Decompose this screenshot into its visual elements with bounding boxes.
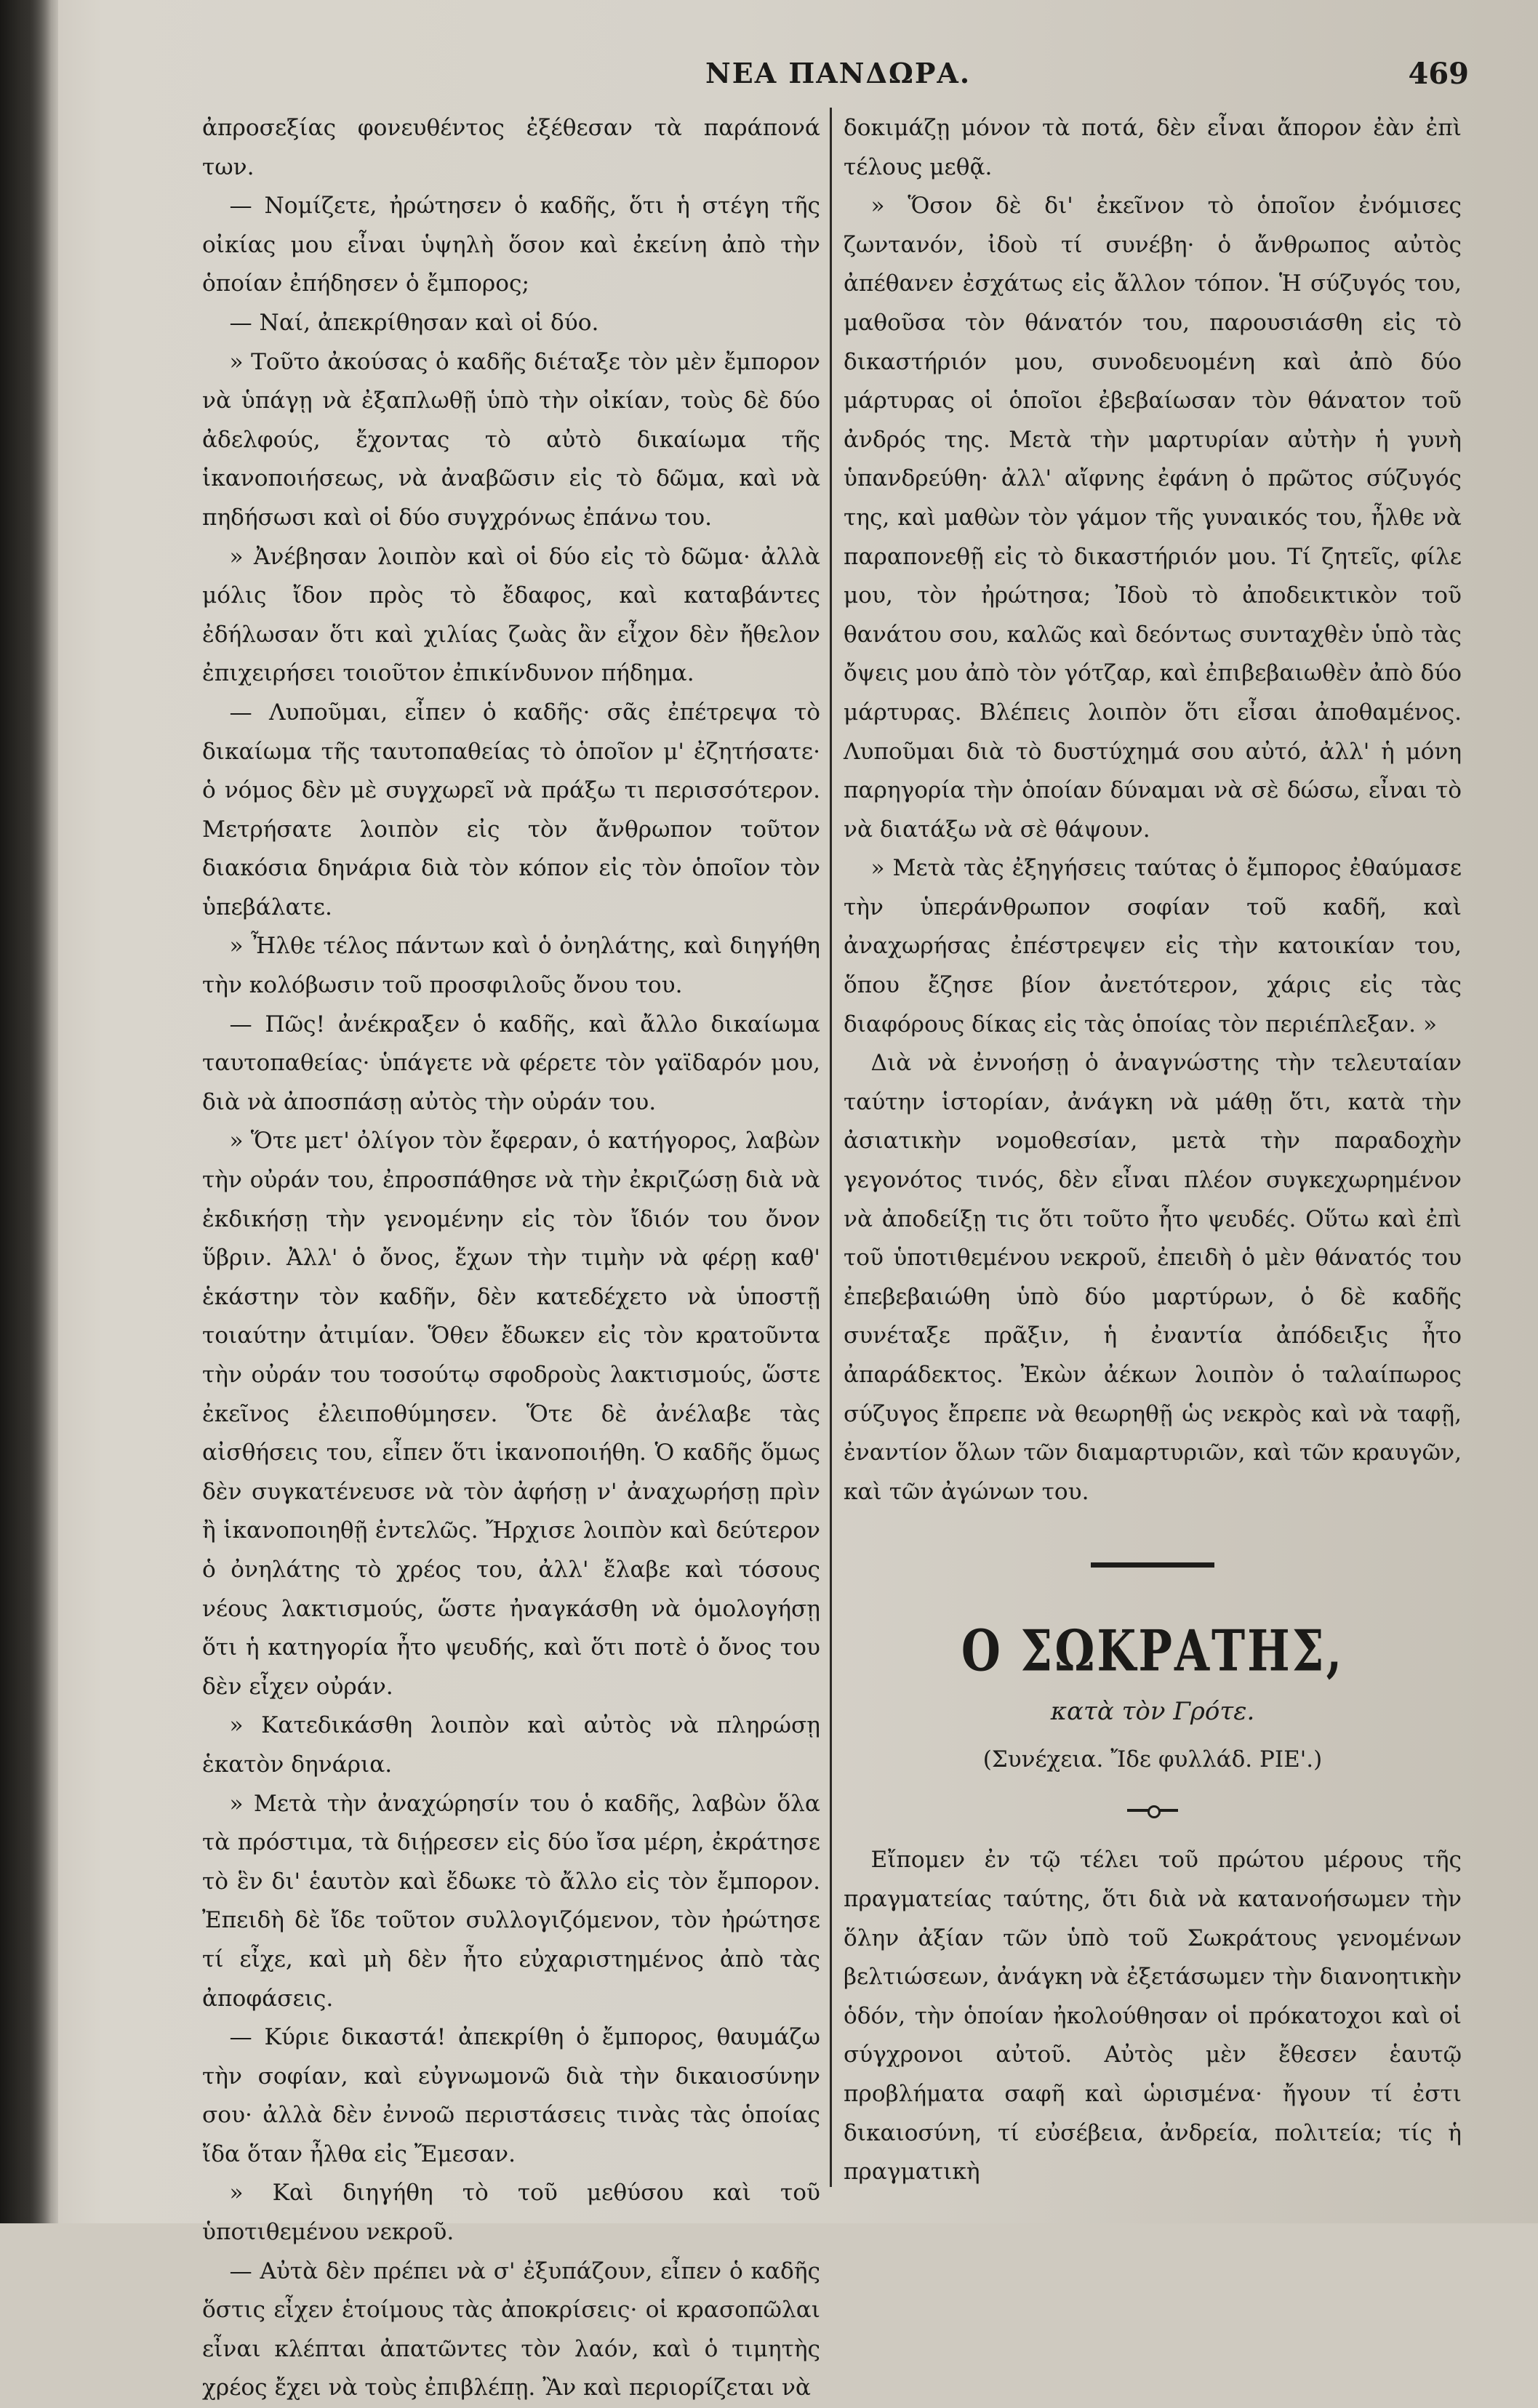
right-column: [844, 109, 1462, 2192]
paragraph: » Μετὰ τὰς ἐξηγήσεις ταύτας ὁ ἔμπορος ἐθαύμασε τὴν ὑπεράνθρωπον σοφίαν τοῦ καδῆ, καὶ ἀναχωρήσας ἐπέστρεψεν εἰς τὴν κατοικίαν του, ὅπου ἔζησε βίον ἀνετότερον, χάρις εἰς τὰς διαφόρους δίκας εἰς τὰς ὁποίας τὸν περιέπλεξαν. »: [844, 855, 1462, 1038]
paragraph: — Πῶς! ἀνέκραξεν ὁ καδῆς, καὶ ἄλλο δικαίωμα ταυτοπαθείας· ὑπάγετε νὰ φέρετε τὸν γαϊδαρόν μου, διὰ νὰ ἀποσπάσῃ αὐτὸς τὴν οὐράν του.: [202, 1011, 820, 1115]
article-subtitle: κατὰ τὸν Γρότε.: [1050, 1697, 1255, 1727]
paragraph: — Ναί, ἀπεκρίθησαν καὶ οἱ δύο.: [229, 309, 599, 336]
paragraph: » Ἀνέβησαν λοιπὸν καὶ οἱ δύο εἰς τὸ δῶμα· ἀλλὰ μόλις ἴδον πρὸς τὸ ἔδαφος, καὶ καταβάντες ἐδήλωσαν ὅτι καὶ χιλίας ζωὰς ἂν εἶχον δὲν ἤθελον ἐπιχειρήσει τοιοῦτον ἐπικίνδυνον πήδημα.: [202, 543, 820, 687]
article-title: Ο ΣΩΚΡΑΤΗΣ,: [961, 1618, 1345, 1685]
paragraph: — Νομίζετε, ἠρώτησεν ὁ καδῆς, ὅτι ἡ στέγη τῆς οἰκίας μου εἶναι ὑψηλὴ ὅσον καὶ ἐκείνη ἀπὸ τὴν ὁποίαν ἐπήδησεν ὁ ἔμπορος;: [202, 193, 820, 297]
paragraph: Εἴπομεν ἐν τῷ τέλει τοῦ πρώτου μέρους τῆς πραγματείας ταύτης, ὅτι διὰ νὰ κατανοήσωμεν τὴν ὅλην ἀξίαν τῶν ὑπὸ τοῦ Σωκράτους γενομένων βελτιώσεων, ἀνάγκη νὰ ἐξετάσωμεν τὴν διανοητικὴν ὁδόν, τὴν ὁποίαν ἠκολούθησαν οἱ πρόκατοχοι καὶ οἱ σύγχρονοι αὐτοῦ. Αὐτὸς μὲν ἔθεσεν ἑαυτῷ προβλήματα σαφῆ καὶ ὡρισμένα· ἤγουν τί ἐστι δικαιοσύνη, τί εὐσέβεια, ἀνδρεία, πολιτεία; τίς ἡ πραγματικὴ: [844, 1847, 1462, 2186]
page-header: [116, 57, 1498, 100]
left-column: [202, 109, 820, 2408]
page-number: 469: [1408, 57, 1469, 91]
column-divider: [830, 108, 832, 2187]
paragraph: » Κατεδικάσθη λοιπὸν καὶ αὐτὸς νὰ πληρώσῃ ἑκατὸν δηνάρια.: [202, 1712, 820, 1778]
paragraph: ἀπροσεξίας φονευθέντος ἐξέθεσαν τὰ παράπονά των.: [202, 115, 820, 180]
paragraph: » Μετὰ τὴν ἀναχώρησίν του ὁ καδῆς, λαβὼν ὅλα τὰ πρόστιμα, τὰ διῄρεσεν εἰς δύο ἴσα μέρη, ἐκράτησε τὸ ἓν δι' ἑαυτὸν καὶ ἔδωκε τὸ ἄλλο εἰς τὸν ἔμπορον. Ἐπειδὴ δὲ ἴδε τοῦτον συλλογιζόμενον, τὸν ἠρώτησε τί εἶχε, καὶ μὴ δὲν ἦτο εὐχαριστημένος ἀπὸ τὰς ἀποφάσεις.: [202, 1790, 820, 2012]
paragraph: » Καὶ διηγήθη τὸ τοῦ μεθύσου καὶ τοῦ ὑποτιθεμένου νεκροῦ.: [202, 2180, 820, 2246]
paragraph: » Τοῦτο ἀκούσας ὁ καδῆς διέταξε τὸν μὲν ἔμπορον νὰ ὑπάγῃ νὰ ἐξαπλωθῇ ὑπὸ τὴν οἰκίαν, τοὺς δὲ δύο ἀδελφούς, ἔχοντας τὸ αὐτὸ δικαίωμα τῆς ἱκανοποιήσεως, νὰ ἀναβῶσιν εἰς τὸ δῶμα, καὶ νὰ πηδήσωσι καὶ οἱ δύο συγχρόνως ἐπάνω του.: [202, 348, 820, 531]
section-separator: [1091, 1562, 1214, 1568]
ornament-dash: [1127, 1809, 1178, 1812]
paragraph: δοκιμάζῃ μόνον τὰ ποτά, δὲν εἶναι ἄπορον ἐὰν ἐπὶ τέλους μεθᾷ.: [844, 115, 1462, 180]
paragraph: » Ὅσον δὲ δι' ἐκεῖνον τὸ ὁποῖον ἐνόμισες ζωντανόν, ἰδοὺ τί συνέβη· ὁ ἄνθρωπος αὐτὸς ἀπέθανεν ἐσχάτως εἰς ἄλλον τόπον. Ἡ σύζυγός του, μαθοῦσα τὸν θάνατόν του, παρουσιάσθη εἰς τὸ δικαστήριόν μου, συνοδευομένη καὶ ἀπὸ δύο μάρτυρας οἱ ὁποῖοι ἐβεβαίωσαν τὸν θάνατον τοῦ ἀνδρός της. Μετὰ τὴν μαρτυρίαν αὐτὴν ἡ γυνὴ ὑπανδρεύθη· ἀλλ' αἴφνης ἐφάνη ὁ πρῶτος σύζυγός της, καὶ μαθὼν τὸν γάμον τῆς γυναικός του, ἦλθε νὰ παραπονεθῇ εἰς τὸ δικαστήριόν μου. Τί ζητεῖς, φίλε μου, τὸν ἠρώτησα; Ἰδοὺ τὸ ἀποδεικτικὸν τοῦ θανάτου σου, καλῶς καὶ δεόντως συνταχθὲν ὑπὸ τὰς ὄψεις μου ἀπὸ τὸν γότζαρ, καὶ ἐπιβεβαιωθὲν ἀπὸ δύο μάρτυρας. Βλέπεις λοιπὸν ὅτι εἶσαι ἀποθαμένος. Λυποῦμαι διὰ τὸ δυστύχημά σου αὐτό, ἀλλ' ἡ μόνη παρηγορία τὴν ὁποίαν δύναμαι νὰ σὲ δώσω, εἶναι τὸ νὰ διατάξω νὰ σὲ θάψουν.: [844, 193, 1462, 843]
paragraph: — Αὐτὰ δὲν πρέπει νὰ σ' ἐξυπάζουν, εἶπεν ὁ καδῆς ὅστις εἶχεν ἑτοίμους τὰς ἀποκρίσεις· οἱ κρασοπῶλαι εἶναι κλέπται ἀπατῶντες τὸν λαόν, καὶ ὁ τιμητὴς χρέος ἔχει νὰ τοὺς ἐπιβλέπῃ. Ἂν καὶ περιορίζεται νὰ: [202, 2258, 820, 2401]
paragraph: Διὰ νὰ ἐννοήσῃ ὁ ἀναγνώστης τὴν τελευταίαν ταύτην ἱστορίαν, ἀνάγκη νὰ μάθῃ ὅτι, κατὰ τὴν ἀσιατικὴν νομοθεσίαν, μετὰ τὴν παραδοχὴν γεγονότος τινός, δὲν εἶναι πλέον συγκεχωρημένον νὰ ἀποδείξῃ τις ὅτι τοῦτο ἦτο ψευδές. Οὕτω καὶ ἐπὶ τοῦ ὑποτιθεμένου νεκροῦ, ἐπειδὴ ὁ μὲν θάνατός του ἐπεβεβαιώθη ὑπὸ δύο μαρτύρων, ὁ δὲ καδῆς συνέταξε πρᾶξιν, ἡ ἐναντία ἀπόδειξις ἦτο ἀπαράδεκτος. Ἐκὼν ἀέκων λοιπὸν ὁ ταλαίπωρος σύζυγος ἔπρεπε νὰ θεωρηθῇ ὡς νεκρὸς καὶ νὰ ταφῇ, ἐναντίον ὅλων τῶν διαμαρτυριῶν, καὶ τῶν κραυγῶν, καὶ τῶν ἀγώνων του.: [844, 1050, 1462, 1505]
paragraph: — Κύριε δικαστά! ἀπεκρίθη ὁ ἔμπορος, θαυμάζω τὴν σοφίαν, καὶ εὐγνωμονῶ διὰ τὴν δικαιοσύνην σου· ἀλλὰ δὲν ἐννοῶ περιστάσεις τινὰς τὰς ὁποίας ἴδα ὅταν ἦλθα εἰς Ἔμεσαν.: [202, 2024, 820, 2167]
paragraph: » Ὅτε μετ' ὀλίγον τὸν ἔφεραν, ὁ κατήγορος, λαβὼν τὴν οὐράν του, ἐπροσπάθησε νὰ τὴν ἐκριζώσῃ διὰ νὰ ἐκδικήσῃ τὴν γενομένην εἰς τὸν ἴδιόν του ὄνον ὕβριν. Ἀλλ' ὁ ὄνος, ἔχων τὴν τιμὴν νὰ φέρῃ καθ' ἑκάστην τὸν καδῆν, δὲν κατεδέχετο νὰ ὑποστῇ τοιαύτην ἀτιμίαν. Ὅθεν ἔδωκεν εἰς τὸν κρατοῦντα τὴν οὐράν του τοσούτῳ σφοδροὺς λακτισμούς, ὥστε ἐκεῖνος ἐλειποθύμησεν. Ὅτε δὲ ἀνέλαβε τὰς αἰσθήσεις του, εἶπεν ὅτι ἱκανοποιήθη. Ὁ καδῆς ὅμως δὲν συγκατένευσε νὰ τὸν ἀφήσῃ ν' ἀναχωρήσῃ πρὶν ἢ ἱκανοποιηθῇ ἐντελῶς. Ἤρχισε λοιπὸν καὶ δεύτερον ὁ ὀνηλάτης τὸ χρέος του, ἀλλ' ἔλαβε καὶ τόσους νέους λακτισμούς, ὥστε ἠναγκάσθη νὰ ὁμολογήσῃ ὅτι ἡ κατηγορία ἦτο ψευδής, καὶ ὅτι ποτὲ ὁ ὄνος του δὲν εἶχεν οὐράν.: [202, 1128, 820, 1700]
binding-shadow: [0, 0, 58, 2223]
running-title: ΝΕΑ ΠΑΝΔΩΡΑ.: [705, 57, 972, 89]
continuation-note: (Συνέχεια. Ἴδε φυλλάδ. ΡΙΕ'.): [982, 1746, 1323, 1773]
paragraph: » Ἦλθε τέλος πάντων καὶ ὁ ὀνηλάτης, καὶ διηγήθη τὴν κολόβωσιν τοῦ προσφιλοῦς ὄνου του.: [202, 933, 820, 999]
paragraph: — Λυποῦμαι, εἶπεν ὁ καδῆς· σᾶς ἐπέτρεψα τὸ δικαίωμα τῆς ταυτοπαθείας τὸ ὁποῖον μ' ἐζητήσατε· ὁ νόμος δὲν μὲ συγχωρεῖ νὰ πράξω τι περισσότερον. Μετρήσατε λοιπὸν εἰς τὸν ἄνθρωπον τοῦτον διακόσια δηνάρια διὰ τὸν κόπον εἰς τὸν ὁποῖον τὸν ὑπεβάλατε.: [202, 699, 820, 920]
